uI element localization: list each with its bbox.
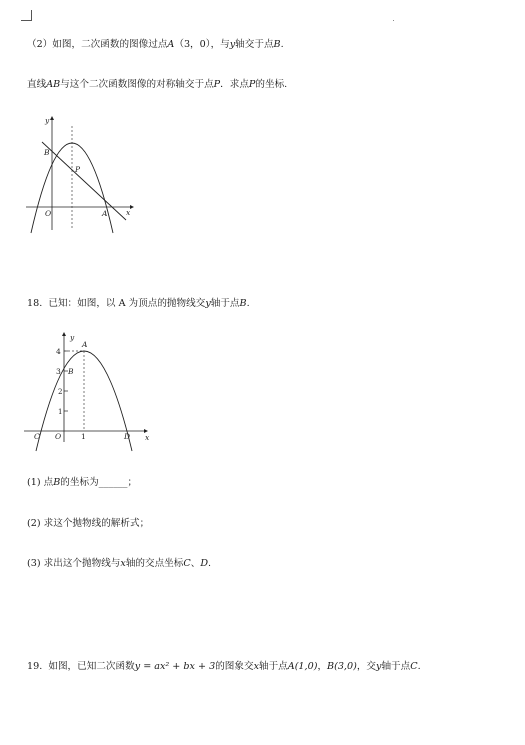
tick-label-1: 1 bbox=[58, 408, 63, 416]
problem-part2-line2 bbox=[27, 78, 287, 91]
corner-crop-mark bbox=[21, 10, 32, 21]
problem-number: 18. bbox=[27, 298, 43, 309]
point-label: B bbox=[53, 477, 61, 488]
y-axis-label: y bbox=[45, 116, 50, 125]
axis-label: y bbox=[205, 298, 211, 309]
point-label: A bbox=[167, 39, 175, 50]
text-segment: （2）如图，二次函数的图像过点 bbox=[27, 39, 168, 50]
text-segment: . bbox=[246, 298, 250, 309]
text-segment: ．求点 bbox=[220, 79, 249, 90]
point-a-label: A bbox=[102, 209, 108, 218]
q18-part1 bbox=[27, 476, 137, 489]
problem18-statement bbox=[27, 297, 250, 310]
text-segment: 轴的交点坐标 bbox=[125, 558, 184, 569]
text-segment: ， bbox=[317, 661, 328, 672]
problem-number: 19. bbox=[27, 661, 43, 672]
text-segment: 的坐标为 bbox=[60, 477, 99, 488]
text-segment: (2) 求这个抛物线的解析式； bbox=[27, 518, 150, 529]
axis-label: y bbox=[229, 39, 236, 50]
stray-dot bbox=[393, 20, 394, 21]
point-label: B bbox=[239, 298, 247, 309]
figure-parabola-vertex-a bbox=[20, 330, 160, 445]
problem-part2-line1 bbox=[27, 38, 284, 51]
point-label: P bbox=[213, 79, 221, 90]
text-segment: 已知：如图，以 A 为顶点的抛物线交 bbox=[48, 298, 206, 309]
text-segment: ，交 bbox=[356, 661, 377, 672]
line-label: AB bbox=[46, 79, 61, 90]
text-segment: . bbox=[417, 661, 421, 672]
x-axis-label: x bbox=[126, 208, 131, 217]
point-c-label: C bbox=[34, 432, 40, 441]
text-segment: ，与 bbox=[210, 39, 230, 50]
text-segment: . bbox=[280, 39, 284, 50]
point-a-label: A bbox=[82, 340, 88, 349]
point-label: C bbox=[183, 558, 191, 569]
x-axis-label: x bbox=[145, 433, 150, 442]
point-label: B bbox=[273, 39, 281, 50]
coordinate: （3，0） bbox=[174, 39, 211, 50]
axis-label: y bbox=[376, 661, 382, 672]
text-segment: 如图，已知二次函数 bbox=[48, 661, 135, 672]
line-ab bbox=[42, 142, 126, 220]
text-segment: (3) 求出这个抛物线与 bbox=[27, 558, 121, 569]
y-axis-arrow bbox=[50, 116, 54, 120]
q18-part2 bbox=[27, 517, 149, 530]
text-segment: 的图象交 bbox=[215, 661, 254, 672]
text-segment: 轴于点 bbox=[381, 661, 411, 672]
text-segment: 的坐标. bbox=[255, 79, 288, 90]
origin-label: O bbox=[45, 209, 52, 218]
tick-label-3: 3 bbox=[56, 367, 61, 376]
text-segment: 、 bbox=[190, 558, 201, 569]
text-segment: . bbox=[208, 558, 212, 569]
point-label: P bbox=[248, 79, 256, 90]
tick-label-2: 2 bbox=[58, 388, 63, 396]
point-label: B(3,0) bbox=[327, 661, 357, 672]
answer-blank: ______ bbox=[98, 477, 128, 488]
figure-parabola-with-line bbox=[20, 112, 140, 237]
point-label: A(1,0) bbox=[287, 661, 318, 672]
text-segment: 轴于点 bbox=[210, 298, 240, 309]
axis-label: x bbox=[120, 558, 126, 569]
point-d-label: D bbox=[124, 432, 131, 441]
x-tick-label-1: 1 bbox=[81, 432, 86, 441]
text-segment: 轴于点 bbox=[258, 661, 288, 672]
text-segment: 轴交于点 bbox=[235, 39, 274, 50]
q18-part3 bbox=[27, 557, 211, 570]
tick-label-4: 4 bbox=[56, 347, 61, 356]
y-axis-label: y bbox=[70, 333, 75, 342]
point-b-label: B bbox=[44, 148, 50, 157]
x-axis-arrow bbox=[130, 205, 134, 209]
point-label: D bbox=[200, 558, 209, 569]
problem19-statement bbox=[27, 660, 421, 673]
axis-label: x bbox=[253, 661, 259, 672]
text-segment: 直线 bbox=[27, 79, 47, 90]
origin-label: O bbox=[55, 432, 62, 441]
point-p-label: P bbox=[75, 165, 81, 174]
y-axis-arrow bbox=[62, 332, 66, 336]
text-segment: ； bbox=[127, 477, 138, 488]
point-b-label: B bbox=[68, 367, 74, 376]
text-segment: (1) 点 bbox=[27, 477, 54, 488]
point-label: C bbox=[410, 661, 418, 672]
text-segment: 与这个二次函数图像的对称轴交于点 bbox=[60, 79, 214, 90]
formula: y = ax² + bx + 3 bbox=[134, 661, 216, 672]
